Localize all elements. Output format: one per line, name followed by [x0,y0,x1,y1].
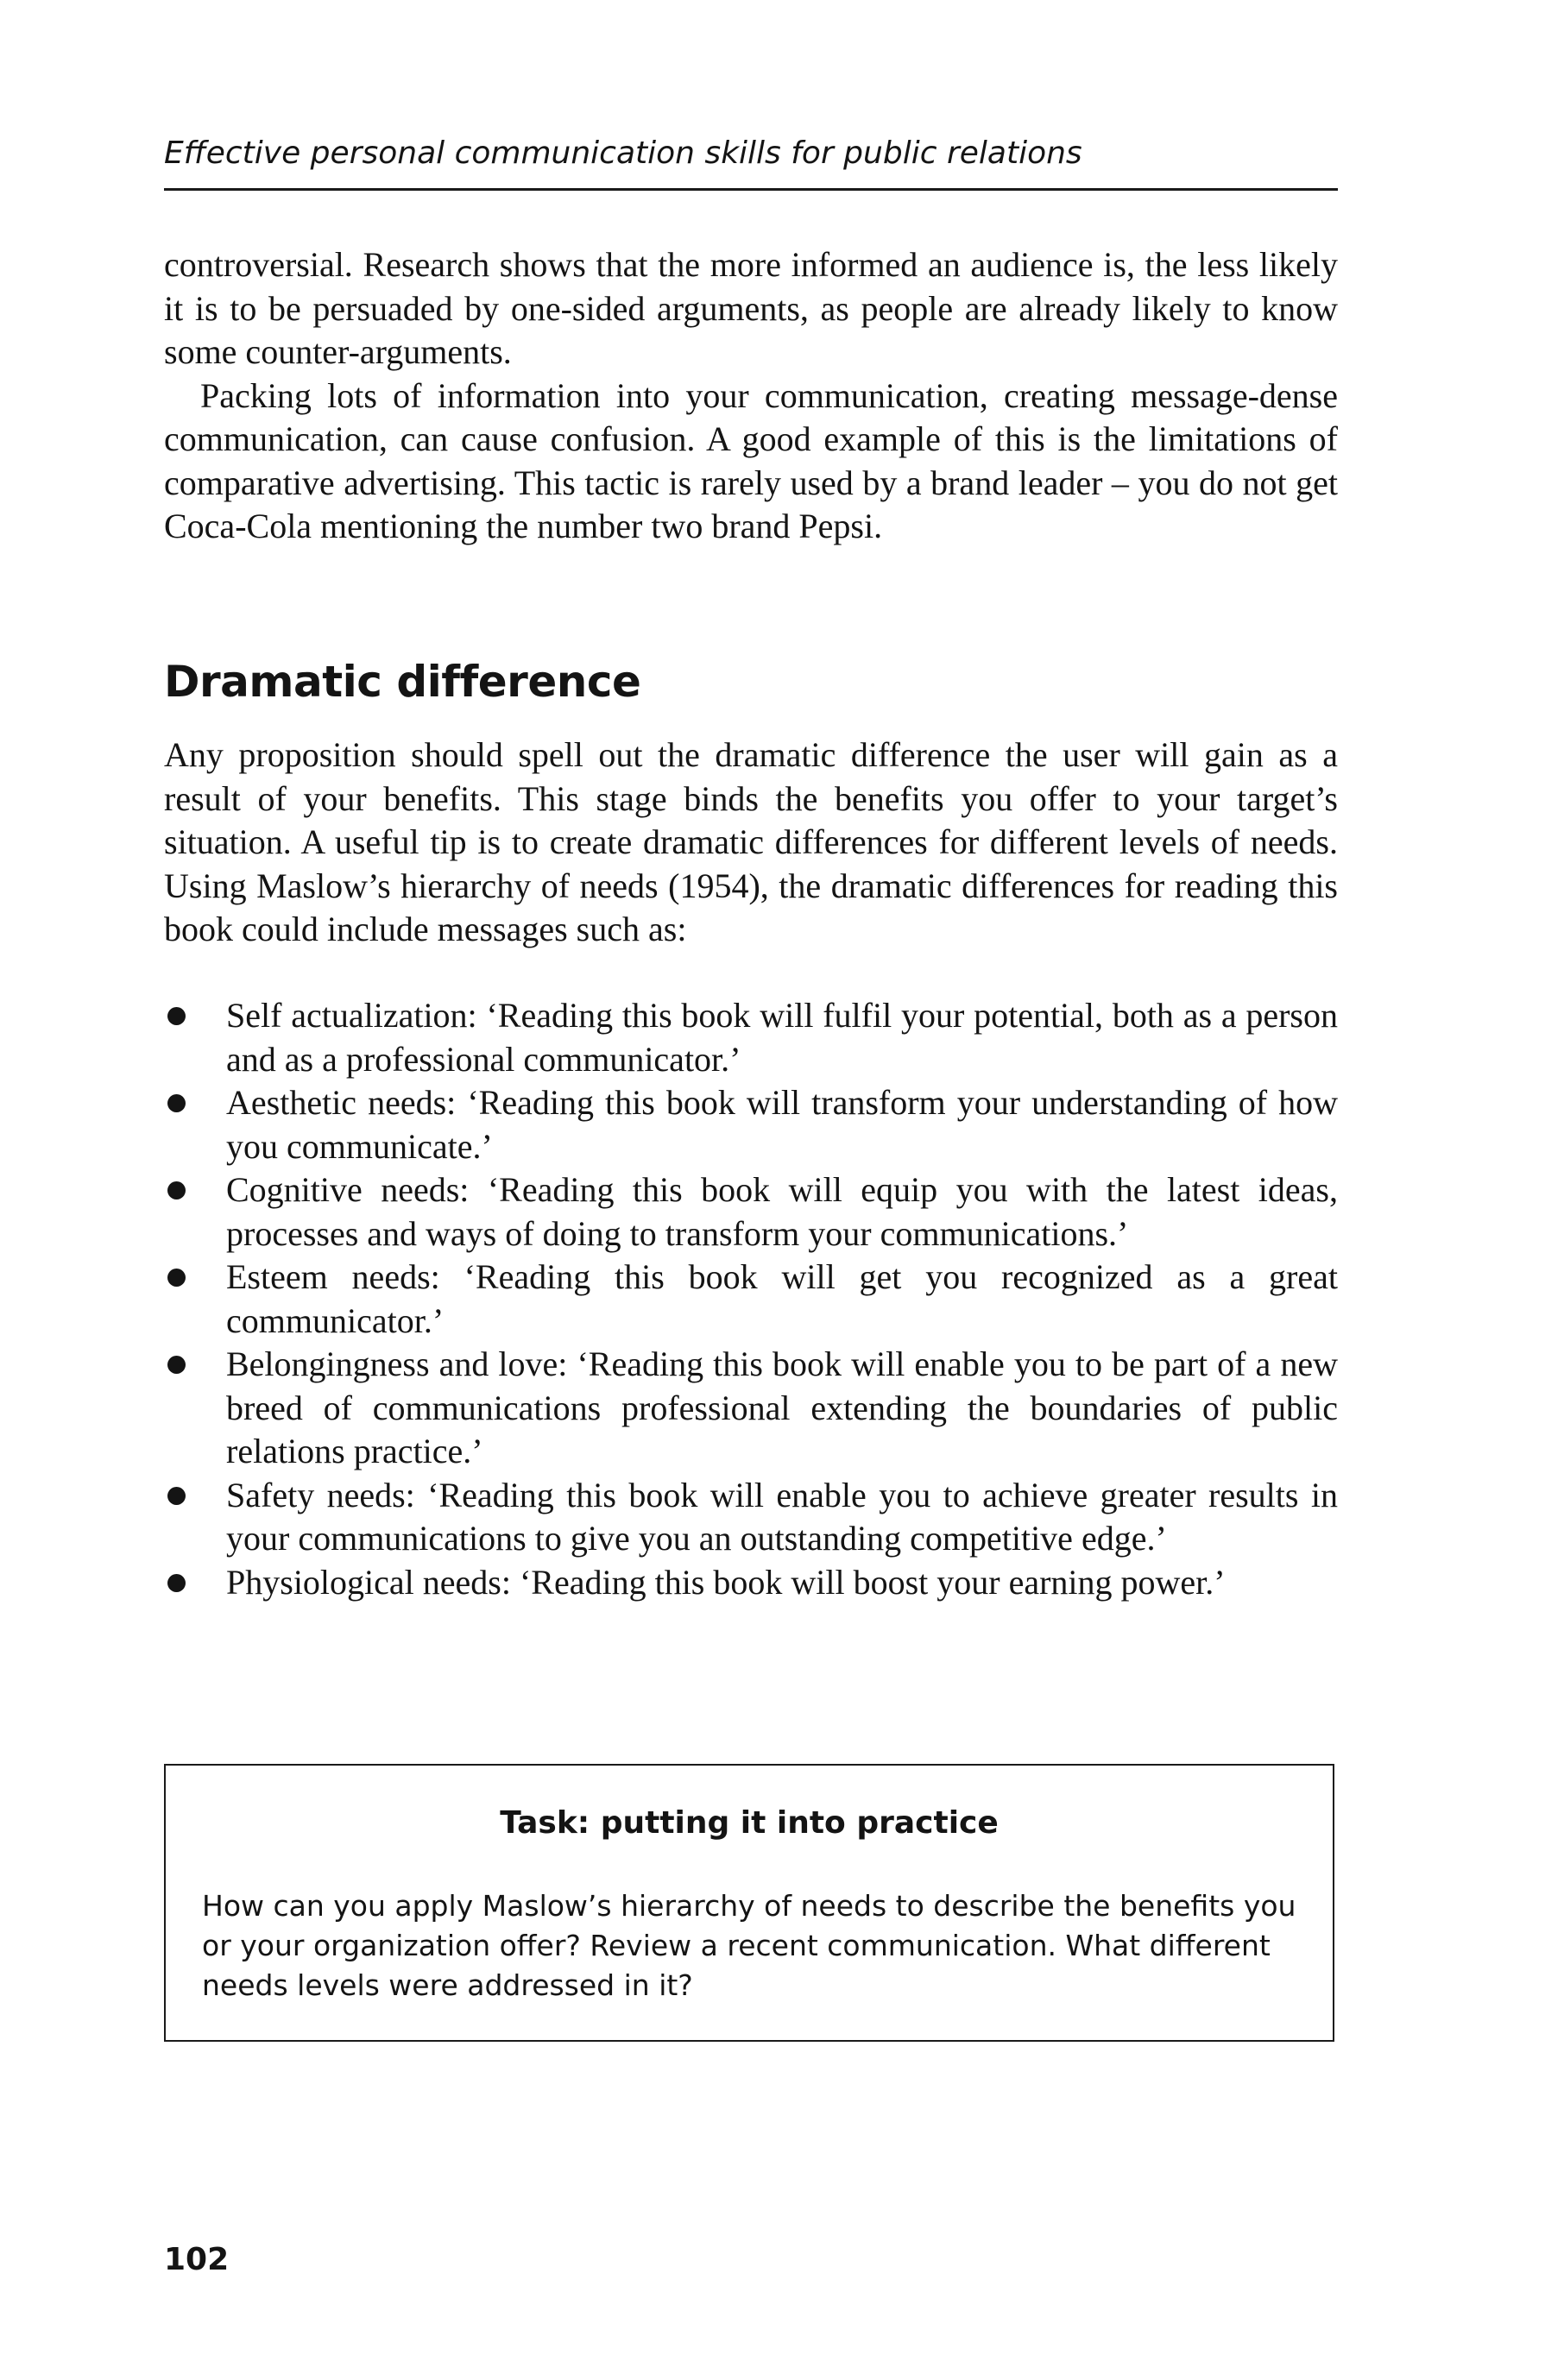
bullet-text: Physiological needs: ‘Reading this book will boost your earning power.’ [226,1562,1226,1602]
running-header: Effective personal communication skills for public relations [164,135,1082,171]
bullet-icon [167,1007,186,1025]
task-title: Task: putting it into practice [500,1805,999,1841]
bullet-icon [167,1181,186,1199]
bullet-text: Belongingness and love: ‘Reading this book will enable you to be part of a new breed of communications professional extending the boundaries of public relations practice.’ [226,1344,1338,1470]
bullet-icon [167,1094,186,1112]
bullet-icon [167,1269,186,1287]
body-paragraph: Packing lots of information into your communication, creating message-dense communication, can cause confusion. A good example of this is the limitations of comparative advertising. This tactic is rarely used by a brand leader – you do not get Coca-Cola mentioning the number two brand Pepsi. [164,375,1338,545]
bullet-text: Aesthetic needs: ‘Reading this book will transform your understanding of how you communicate.’ [226,1083,1338,1166]
bullet-text: Safety needs: ‘Reading this book will enable you to achieve greater results in your communications to give you an outstanding competitive edge.’ [226,1475,1338,1558]
bullet-icon [167,1356,186,1374]
bullet-icon [167,1574,186,1592]
bullet-icon [167,1487,186,1505]
body-paragraph-continued: controversial. Research shows that the more informed an audience is, the less likely it is to be persuaded by one-sided arguments, as people are already likely to know some counter-arguments. [164,245,1338,371]
bullet-item-belongingness [164,1343,1338,1474]
task-box [164,1764,1334,2042]
task-text: How can you apply Maslow’s hierarchy of needs to describe the benefits you or your organization offer? Review a recent communication. What different needs levels were addressed in it? [202,1889,1296,2002]
bullet-text: Esteem needs: ‘Reading this book will get you recognized as a great communicator.’ [226,1257,1338,1340]
section-intro-paragraph: Any proposition should spell out the dramatic difference the user will gain as a result of your benefits. This stage binds the benefits you offer to your target’s situation. A useful tip is to create dramatic differences for different levels of needs. Using Maslow’s hierarchy of needs (1954), the dramatic differences for reading this book could include messages such as: [164,735,1338,948]
page-number: 102 [164,2242,230,2277]
header-rule [164,188,1338,191]
bullet-item-esteem [164,1256,1338,1343]
bullet-item-aesthetic [164,1081,1338,1168]
bullet-text: Self actualization: ‘Reading this book will fulfil your potential, both as a person and as a professional communicator.’ [226,996,1338,1079]
bullet-item-cognitive [164,1168,1338,1256]
bullet-item-physiological [164,1561,1338,1605]
needs-bullet-list [164,994,1338,1604]
section-heading: Dramatic difference [164,657,641,707]
bullet-item-safety [164,1474,1338,1561]
bullet-text: Cognitive needs: ‘Reading this book will equip you with the latest ideas, processes and ways of doing to transform your communications.’ [226,1170,1338,1253]
bullet-item-self-actualization [164,994,1338,1081]
